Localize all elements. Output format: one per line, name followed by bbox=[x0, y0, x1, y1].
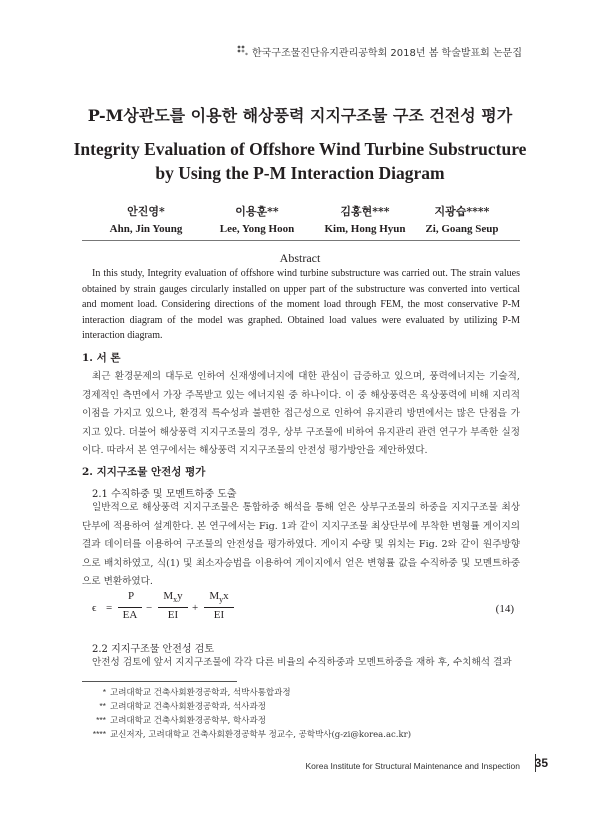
equation-numerator: $M_yx$ bbox=[209, 590, 229, 605]
section-heading: 1. 서 론 bbox=[82, 352, 121, 364]
equation-lhs: ϵ bbox=[92, 602, 97, 614]
abstract-heading: Abstract bbox=[279, 251, 321, 265]
equation-operator: + bbox=[192, 602, 199, 614]
section-heading: 2. 지지구조물 안전성 평가 bbox=[82, 466, 206, 478]
author-name-korean: 지광습**** bbox=[434, 205, 490, 218]
title-korean: P-M상관도를 이용한 해상풍력 지지구조물 구조 건전성 평가 bbox=[87, 106, 513, 125]
author-name-english: Ahn, Jin Young bbox=[109, 223, 183, 235]
fraction-bar bbox=[118, 607, 142, 608]
footnote-divider bbox=[82, 681, 237, 682]
author-name-korean: 안진영* bbox=[127, 205, 165, 218]
journal-header: 한국구조물진단유지관리공학회 2018년 봄 학술발표회 논문집 bbox=[251, 48, 522, 59]
title-english-line2: by Using the P-M Interaction Diagram bbox=[155, 163, 445, 183]
equation-denominator: EI bbox=[167, 609, 179, 621]
divider bbox=[82, 240, 520, 241]
equation-number: (14) bbox=[495, 603, 514, 615]
equation-denominator: EA bbox=[122, 609, 138, 621]
footnote: * 고려대학교 건축사회환경공학과, 석박사통합과정 bbox=[102, 687, 291, 698]
section-paragraph: 일반적으로 해상풍력 지지구조물은 통합하중 해석을 통해 얻은 상부구조물의 하중을 지지구조물 최상단부에 적용하여 설계한다. 본 연구에서는 Fig. 1과 같이 지지구조물 최상단부에 부착한 변형률 게이지의 결과 데이터를 이용하여 구조물의 안전성을 평가하였다. 게이지 수량 및 위치는 Fig. 2와 같이 원주방향으로 배치하였고, 식(1) 및 최소자승법을 이용하여 게이지에서 얻은 변형률 값을 수직하중 및 모멘트하중으로 변환하였다. bbox=[82, 502, 520, 588]
author-name-english: Kim, Hong Hyun bbox=[324, 223, 406, 235]
equation-operator: − bbox=[146, 602, 153, 614]
footnote: ** 고려대학교 건축사회환경공학과, 석사과정 bbox=[99, 701, 266, 712]
footer-institute: Korea Institute for Structural Maintenance and Inspection bbox=[305, 761, 520, 771]
author-name-english: Lee, Yong Hoon bbox=[219, 223, 295, 235]
equation-numerator: $M_xy$ bbox=[163, 590, 183, 605]
journal-logo-icon bbox=[236, 44, 248, 56]
abstract-body: In this study, Integrity evaluation of offshore wind turbine substructure was carried out. The strain values obtained by strain gauges circularly installed on upper part of the substructure was converted into vertical and moment load. Considering directions of the moment load through FEM, the most conservative P-M interaction diagram of the model was graphed. Obtained load values were evaluated by utilizing P-M interaction diagram. bbox=[82, 268, 520, 341]
section-paragraph: 안전성 검토에 앞서 지지구조물에 각각 다른 비율의 수직하중과 모멘트하중을 재하 후, 수치해석 결과 bbox=[92, 657, 512, 668]
section-paragraph: 최근 환경문제의 대두로 인하여 신재생에너지에 대한 관심이 급증하고 있으며, 풍력에너지는 기술적, 경제적인 측면에서 가장 주목받고 있는 에너지원 중 하나이다. 이 중 해상풍력은 육상풍력에 비해 지리적 이점을 가지고 있으나, 환경적 특수성과 불편한 접근성으로 인하여 유지관리 방면에서는 많은 단점을 가지고 있다. 더불어 해상풍력 지지구조물의 경우, 상부 구조물에 비하여 유지관리 관련 연구가 부족한 실정이다. 따라서 본 연구에서는 해상풍력 지지구조물의 안전성 평가방안을 제안하였다. bbox=[82, 371, 520, 457]
equation-denominator: EI bbox=[213, 609, 225, 621]
equation-numerator: P bbox=[127, 590, 135, 602]
subsection-heading: 2.2 지지구조물 안전성 검토 bbox=[92, 644, 215, 655]
author-name-english: Zi, Goang Seup bbox=[425, 223, 499, 235]
title-english-line1: Integrity Evaluation of Offshore Wind Turbine Substructure bbox=[73, 139, 527, 159]
author-name-korean: 이용훈** bbox=[235, 205, 279, 218]
author-name-korean: 김홍현*** bbox=[340, 205, 390, 218]
subsection-heading: 2.1 수직하중 및 모멘트하중 도출 bbox=[92, 489, 237, 500]
author-1 bbox=[86, 203, 206, 235]
equation bbox=[92, 590, 512, 630]
fraction-bar bbox=[158, 607, 188, 608]
footnote: *** 고려대학교 건축사회환경공학부, 학사과정 bbox=[96, 715, 266, 726]
footnote: **** 교신저자, 고려대학교 건축사회환경공학부 정교수, 공학박사(g-zi@korea.ac.kr) bbox=[92, 729, 412, 740]
equation-operator: = bbox=[106, 602, 113, 614]
page-number: 35 bbox=[534, 756, 548, 770]
fraction-bar bbox=[204, 607, 234, 608]
author-2 bbox=[197, 203, 317, 235]
author-4 bbox=[402, 203, 522, 235]
